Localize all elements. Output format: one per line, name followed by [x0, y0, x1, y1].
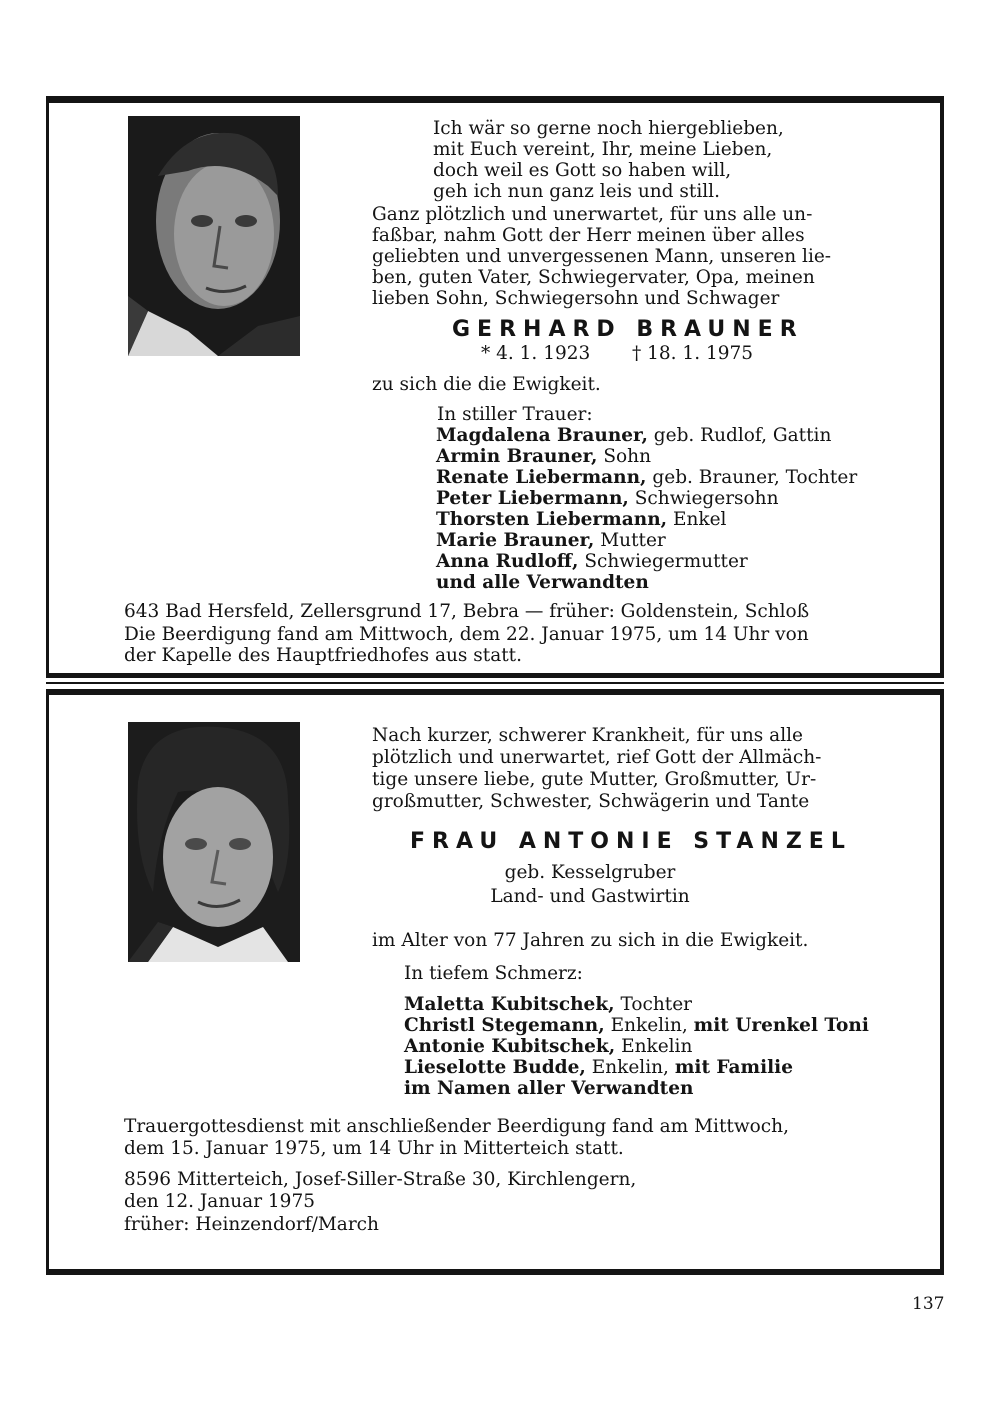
- mourner-relation: Enkelin: [621, 1036, 693, 1057]
- mourner-row: [436, 572, 649, 593]
- mourner-relation: Enkel: [672, 509, 727, 530]
- mourner-relation: Tochter: [620, 994, 693, 1015]
- portrait-photo-gerhard-brauner: [128, 116, 300, 356]
- mourner-row: [404, 1057, 793, 1078]
- mourner-row: [436, 446, 651, 467]
- service-line-2: dem 15. Januar 1975, um 14 Uhr in Mitterteich statt.: [124, 1138, 624, 1159]
- mourner-name: Magdalena Brauner,: [436, 425, 648, 446]
- birth-date: * 4. 1. 1923: [481, 343, 591, 364]
- mourning-label: In stiller Trauer:: [437, 404, 593, 425]
- intro-line-3: geliebten und unvergessenen Mann, unseren lie-: [372, 246, 832, 267]
- mourner-row: [436, 467, 857, 488]
- intro-line-2: faßbar, nahm Gott der Herr meinen über alles: [372, 225, 805, 246]
- mourner-name: im Namen aller Verwandten: [404, 1078, 694, 1099]
- mourner-name: Peter Liebermann,: [436, 488, 629, 509]
- poem-line-4: geh ich nun ganz leis und still.: [433, 181, 720, 202]
- mourner-relation: Sohn: [603, 446, 652, 467]
- portrait-woman-image: [128, 722, 300, 962]
- profession: Land- und Gastwirtin: [490, 886, 690, 907]
- mourner-row: [436, 530, 666, 551]
- deceased-name: FRAU ANTONIE STANZEL: [410, 829, 852, 854]
- mourner-relation: geb. Rudlof, Gattin: [653, 425, 832, 446]
- mourner-name: Renate Liebermann,: [436, 467, 647, 488]
- mourner-row: [404, 994, 692, 1015]
- address-line: 643 Bad Hersfeld, Zellersgrund 17, Bebra — früher: Goldenstein, Schloß: [124, 601, 810, 622]
- mourner-relation: Enkelin,: [610, 1015, 688, 1036]
- poem-line-3: doch weil es Gott so haben will,: [433, 160, 732, 181]
- mourner-name: und alle Verwandten: [436, 572, 649, 593]
- service-line-1: Trauergottesdienst mit anschließender Beerdigung fand am Mittwoch,: [124, 1116, 789, 1137]
- intro-line-1: Ganz plötzlich und unerwartet, für uns alle un-: [372, 204, 813, 225]
- address-line-3: früher: Heinzendorf/March: [124, 1214, 379, 1235]
- funeral-line-1: Die Beerdigung fand am Mittwoch, dem 22. Januar 1975, um 14 Uhr von: [124, 624, 809, 645]
- mourner-relation: Enkelin,: [591, 1057, 669, 1078]
- funeral-line-2: der Kapelle des Hauptfriedhofes aus statt.: [124, 645, 522, 666]
- portrait-photo-antonie-stanzel: [128, 722, 300, 962]
- mourner-extra: mit Urenkel Toni: [693, 1015, 869, 1036]
- mourner-name: Maletta Kubitschek,: [404, 994, 615, 1015]
- mourner-name: Antonie Kubitschek,: [404, 1036, 616, 1057]
- separator-line: [46, 682, 944, 684]
- address-line-2: den 12. Januar 1975: [124, 1191, 315, 1212]
- mourner-relation: Mutter: [600, 530, 666, 551]
- mourner-row: [436, 488, 779, 509]
- mourner-extra: mit Familie: [674, 1057, 793, 1078]
- mourner-row: [404, 1036, 692, 1057]
- closing-line: zu sich die die Ewigkeit.: [372, 374, 601, 395]
- intro-line-5: lieben Sohn, Schwiegersohn und Schwager: [372, 288, 780, 309]
- mourner-name: Marie Brauner,: [436, 530, 595, 551]
- poem-line-1: Ich wär so gerne noch hiergeblieben,: [433, 118, 784, 139]
- mourner-relation: Schwiegersohn: [634, 488, 779, 509]
- portrait-man-image: [128, 116, 300, 356]
- mourner-row: [404, 1078, 693, 1099]
- death-date: † 18. 1. 1975: [632, 343, 754, 364]
- mourner-row: [436, 509, 726, 530]
- mourner-name: Armin Brauner,: [436, 446, 598, 467]
- page-number: 137: [912, 1294, 945, 1314]
- mourner-row: [404, 1015, 869, 1036]
- mourner-name: Lieselotte Budde,: [404, 1057, 586, 1078]
- age-line: im Alter von 77 Jahren zu sich in die Ewigkeit.: [372, 930, 809, 951]
- mourner-relation: Schwiegermutter: [584, 551, 748, 572]
- mourner-row: [436, 551, 748, 572]
- mourner-relation: geb. Brauner, Tochter: [652, 467, 858, 488]
- maiden-name: geb. Kesselgruber: [504, 862, 676, 883]
- deceased-name: GERHARD BRAUNER: [452, 317, 804, 342]
- mourner-name: Thorsten Liebermann,: [436, 509, 668, 530]
- intro-line-4: ben, guten Vater, Schwiegervater, Opa, meinen: [372, 267, 815, 288]
- intro-line-3: tige unsere liebe, gute Mutter, Großmutter, Ur-: [372, 769, 817, 790]
- intro-line-2: plötzlich und unerwartet, rief Gott der Allmäch-: [372, 747, 822, 768]
- mourner-row: [436, 425, 831, 446]
- intro-line-1: Nach kurzer, schwerer Krankheit, für uns alle: [372, 725, 803, 746]
- mourning-label: In tiefem Schmerz:: [404, 963, 583, 984]
- address-line-1: 8596 Mitterteich, Josef-Siller-Straße 30, Kirchlengern,: [124, 1169, 637, 1190]
- mourner-name: Christl Stegemann,: [404, 1015, 605, 1036]
- poem-line-2: mit Euch vereint, Ihr, meine Lieben,: [433, 139, 773, 160]
- mourner-name: Anna Rudloff,: [436, 551, 579, 572]
- intro-line-4: großmutter, Schwester, Schwägerin und Tante: [372, 791, 810, 812]
